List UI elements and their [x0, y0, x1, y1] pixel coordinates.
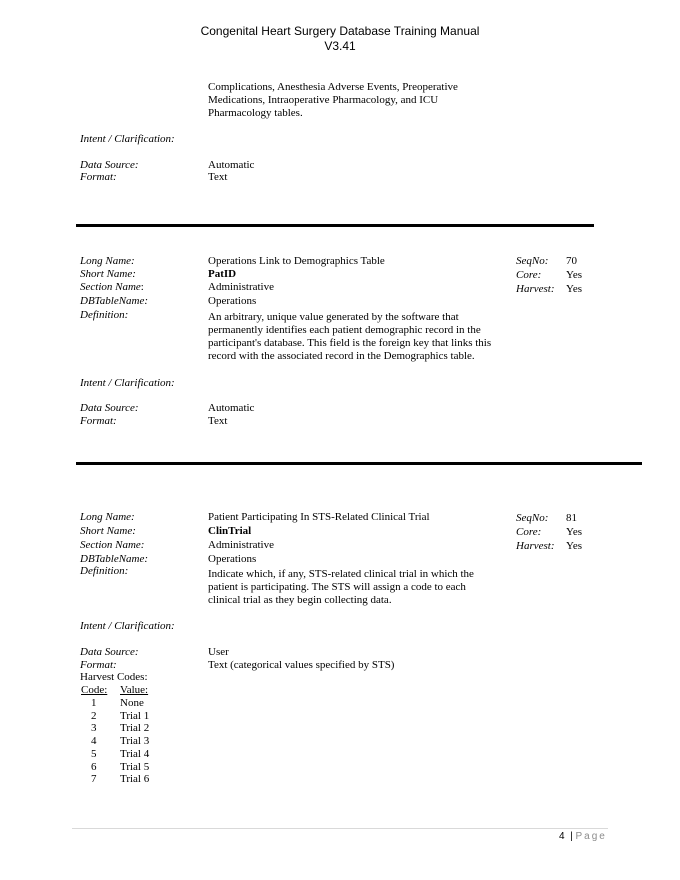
value-cell: None	[120, 697, 144, 709]
long-name-value: Operations Link to Demographics Table	[208, 255, 385, 267]
data-source-label: Data Source:	[80, 402, 139, 414]
value-cell: Trial 2	[120, 722, 150, 735]
intent-label: Intent / Clarification:	[80, 133, 175, 145]
long-name-label: Long Name:	[80, 511, 135, 523]
code-cell: 4	[91, 735, 97, 748]
intent-label: Intent / Clarification:	[80, 377, 175, 389]
db-table-label: DBTableName:	[80, 553, 149, 565]
core-label: Core:	[516, 526, 542, 538]
section-name-label: Section Name:	[80, 281, 144, 293]
intent-label: Intent / Clarification:	[80, 620, 175, 632]
data-source-value: Automatic	[208, 402, 255, 414]
harvest-value: Yes	[566, 540, 583, 552]
code-column-header: Code:	[81, 684, 108, 696]
db-table-value: Operations	[208, 295, 257, 307]
document-version: V3.41	[324, 39, 356, 53]
value-cell: Trial 5	[120, 760, 150, 773]
harvest-value: Yes	[566, 283, 583, 295]
section-divider	[76, 224, 594, 227]
code-cell: 2	[91, 709, 97, 722]
data-source-label: Data Source:	[80, 159, 139, 171]
code-cell: 1	[91, 697, 97, 709]
harvest-label: Harvest:	[516, 540, 555, 552]
definition-continuation: Complications, Anesthesia Adverse Events, Preoperative Medications, Intraoperative Pharmacology, and ICU Pharmacology tables.	[208, 81, 458, 119]
page-number: 4	[559, 831, 565, 842]
definition-value: An arbitrary, unique value generated by the software that permanently identifies each patient demographic record in the participant's database. This field is the foreign key that links this record with the associated record in the Demographics table.	[208, 311, 492, 362]
code-cell: 6	[91, 760, 97, 773]
data-source-value: Automatic	[208, 159, 255, 171]
data-source-value: User	[208, 646, 229, 658]
format-label: Format:	[80, 415, 117, 427]
seqno-value: 81	[566, 512, 577, 524]
core-value: Yes	[566, 269, 583, 281]
format-label: Format:	[80, 171, 117, 183]
document-title: Congenital Heart Surgery Database Training Manual	[200, 24, 480, 38]
page-separator: |	[570, 831, 573, 842]
definition-label: Definition:	[80, 565, 129, 577]
short-name-label: Short Name:	[80, 525, 136, 537]
data-source-label: Data Source:	[80, 646, 139, 658]
value-cell: Trial 1	[120, 709, 150, 722]
value-column-header: Value:	[120, 684, 149, 696]
core-value: Yes	[566, 526, 583, 538]
section-name-value: Administrative	[208, 539, 274, 551]
code-cell: 3	[91, 722, 97, 735]
code-cell: 5	[91, 747, 97, 760]
long-name-label: Long Name:	[80, 255, 135, 267]
value-cell: Trial 6	[120, 773, 150, 786]
format-value: Text	[208, 415, 228, 427]
value-cell: Trial 3	[120, 735, 150, 748]
db-table-label: DBTableName:	[80, 295, 149, 307]
db-table-value: Operations	[208, 553, 257, 565]
seqno-label: SeqNo:	[516, 255, 549, 267]
short-name-value: PatID	[208, 268, 237, 280]
section-divider	[76, 462, 642, 465]
harvest-label: Harvest:	[516, 283, 555, 295]
section-name-value: Administrative	[208, 281, 274, 293]
page-label: Page	[575, 831, 607, 842]
seqno-label: SeqNo:	[516, 512, 549, 524]
short-name-value: ClinTrial	[208, 525, 252, 537]
format-label: Format:	[80, 659, 117, 671]
seqno-value: 70	[566, 255, 577, 267]
format-value: Text	[208, 171, 228, 183]
section-name-label: Section Name:	[80, 539, 145, 551]
definition-label: Definition:	[80, 309, 129, 321]
long-name-value: Patient Participating In STS-Related Clinical Trial	[208, 511, 430, 523]
harvest-codes-label: Harvest Codes:	[80, 671, 148, 683]
footer-rule	[72, 828, 608, 829]
page-footer	[559, 830, 607, 843]
core-label: Core:	[516, 269, 542, 281]
code-cell: 7	[91, 773, 97, 786]
definition-value: Indicate which, if any, STS-related clinical trial in which the patient is participating. The STS will assign a code to each clinical trial as they begin collecting data.	[208, 568, 474, 606]
short-name-label: Short Name:	[80, 268, 136, 280]
value-cell: Trial 4	[120, 747, 150, 760]
format-value: Text (categorical values specified by STS)	[208, 659, 395, 671]
